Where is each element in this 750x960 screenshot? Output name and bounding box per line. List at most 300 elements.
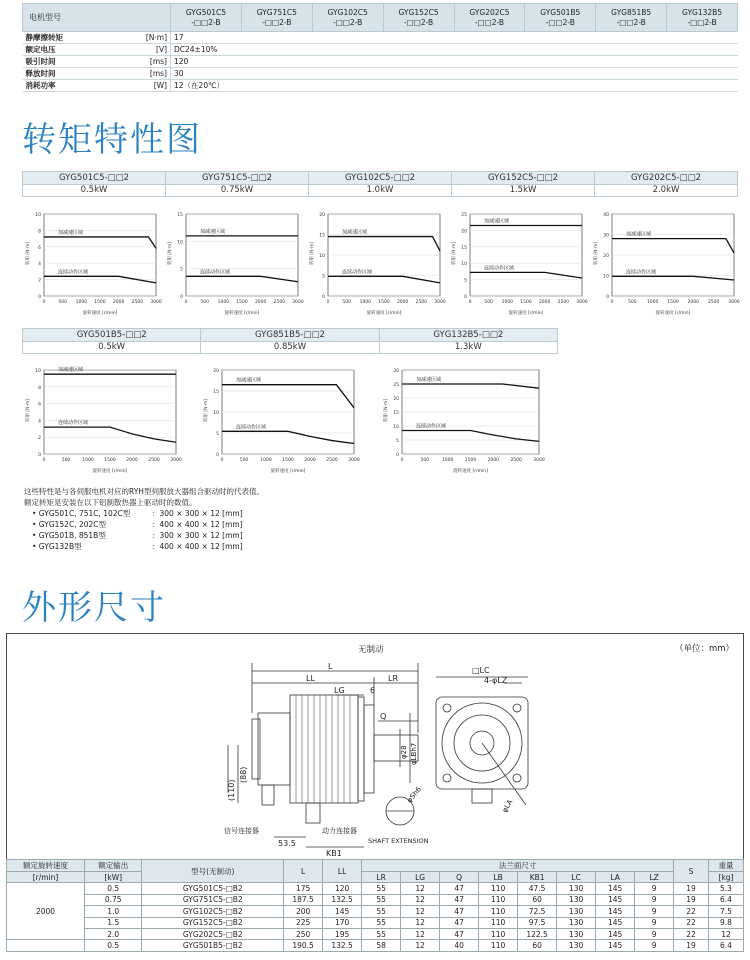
x-axis-label: 旋转速度 [r/min] xyxy=(453,469,488,474)
x-axis-label: 旋转速度 [r/min] xyxy=(366,311,402,316)
torque-chart-501c5 xyxy=(22,208,162,318)
spec-header-row xyxy=(23,4,738,32)
cell-S: 22 xyxy=(674,917,709,928)
cell-w: 5.3 xyxy=(709,883,744,894)
x-tick-label: 0 xyxy=(610,300,614,305)
y-tick-label: 20 xyxy=(393,397,399,402)
y-tick-label: 20 xyxy=(461,229,467,235)
dim-LC: □LC xyxy=(472,666,490,675)
h-LL: LL xyxy=(323,860,362,883)
heatsink-line: • GYG501B, 851B型 ：300 × 300 × 12 [mm] xyxy=(32,531,243,540)
y-tick-label: 15 xyxy=(461,245,467,251)
continuous-region-label: 连续动作区域 xyxy=(236,424,267,431)
x-tick-label: 500 xyxy=(200,300,209,305)
spec-model-label: 电机型号 xyxy=(23,4,171,32)
x-tick-label: 2500 xyxy=(148,458,160,463)
brake-spec-table xyxy=(22,3,738,92)
dim-KB1: KB1 xyxy=(326,849,342,858)
cell-LZ: 9 xyxy=(635,883,674,894)
shaft-extension-label: SHAFT EXTENSION xyxy=(368,837,429,845)
cell-LZ: 9 xyxy=(635,906,674,917)
accel-region-line xyxy=(402,384,539,388)
x-tick-label: 2500 xyxy=(557,300,570,305)
spec-model-cell: GYG501C5 -□□2-B xyxy=(171,4,242,32)
cell-w: 9.8 xyxy=(709,917,744,928)
x-tick-label: 500 xyxy=(61,458,71,463)
cell-LC: 130 xyxy=(557,906,596,917)
torque-model: GYG202C5-□□2 xyxy=(595,172,738,185)
heatsink-line: • GYG152C, 202C型 ：400 × 400 × 12 [mm] xyxy=(32,520,243,529)
cell-Q: 47 xyxy=(440,928,479,939)
y-tick-label: 8 xyxy=(38,385,41,391)
cell-L: 187.5 xyxy=(284,894,323,905)
x-tick-label: 2500 xyxy=(415,300,428,305)
table-row xyxy=(7,940,744,951)
x-tick-label: 1000 xyxy=(359,300,372,305)
y-tick-label: 0 xyxy=(396,453,399,458)
note-line: 额定转矩是安装在以下铝制散热器上驱动时的数值。 xyxy=(24,498,197,507)
dim-53-5: 53.5 xyxy=(278,839,296,848)
cell-Q: 47 xyxy=(440,894,479,905)
y-tick-label: 15 xyxy=(177,213,183,218)
heatsink-line: • GYG132B型 ：400 × 400 × 12 [mm] xyxy=(32,542,243,551)
y-axis-label: 转矩 [N·m] xyxy=(26,241,31,265)
cell-L: 225 xyxy=(284,917,323,928)
cell-LC: 130 xyxy=(557,928,596,939)
torque-power: 0.5kW xyxy=(23,341,201,354)
x-tick-label: 1500 xyxy=(520,300,532,305)
cell-LZ: 9 xyxy=(635,917,674,928)
cell-out: 1.0 xyxy=(85,906,142,917)
torque-power: 0.5kW xyxy=(23,184,166,197)
y-tick-label: 30 xyxy=(393,369,399,374)
signal-connector-label: 信号连接器 xyxy=(224,827,259,835)
cell-KB1: 72.5 xyxy=(518,906,557,917)
continuous-region-line xyxy=(186,276,298,281)
torque-section-title: 转矩特性图 xyxy=(22,120,202,160)
x-tick-label: 1500 xyxy=(667,300,679,305)
cell-LZ: 9 xyxy=(635,894,674,905)
y-axis-label: 转矩 [N·m] xyxy=(310,241,315,265)
cell-LC: 130 xyxy=(557,917,596,928)
flange-front-view xyxy=(436,677,528,805)
cell-out: 1.5 xyxy=(85,917,142,928)
cell-S: 19 xyxy=(674,894,709,905)
x-tick-label: 1500 xyxy=(236,300,248,305)
y-axis-label: 转矩 [N·m] xyxy=(168,241,173,265)
torque-chart-152c5 xyxy=(448,208,588,318)
x-tick-label: 500 xyxy=(239,458,249,463)
dim-LG: LG xyxy=(334,686,345,695)
torque-power: 0.85kW xyxy=(201,341,379,354)
h-L: L xyxy=(284,860,323,883)
y-tick-label: 5 xyxy=(464,278,467,284)
y-tick-label: 25 xyxy=(461,213,467,218)
x-tick-label: 3000 xyxy=(292,300,304,305)
x-tick-label: 3000 xyxy=(170,458,182,463)
heatsink-line: • GYG501C, 751C, 102C型 ：300 × 300 × 12 [mm] xyxy=(32,509,243,518)
accel-region-label: 加减速区域 xyxy=(342,229,368,236)
x-tick-label: 2000 xyxy=(304,458,316,463)
torque-model: GYG102C5-□□2 xyxy=(309,172,452,185)
spec-model-cell: GYG751C5 -□□2-B xyxy=(241,4,312,32)
y-tick-label: 25 xyxy=(393,383,399,388)
accel-region-label: 加减速区域 xyxy=(200,228,226,235)
dim-6: 6 xyxy=(370,686,376,695)
cell-LG: 12 xyxy=(401,928,440,939)
cell-LB: 110 xyxy=(479,928,518,939)
unit-note: （单位：mm） xyxy=(674,644,734,654)
cell-LB: 110 xyxy=(479,917,518,928)
y-tick-label: 10 xyxy=(461,262,467,268)
note-line: 这些特性是与各伺服电机对应的RYH型伺服放大器组合驱动时的代表值。 xyxy=(24,487,264,496)
accel-region-line xyxy=(328,237,440,251)
dim-LL: LL xyxy=(306,674,315,683)
spec-model-cell: GYG501B5 -□□2-B xyxy=(525,4,596,32)
x-tick-label: 1000 xyxy=(217,300,230,305)
cell-LL: 132.5 xyxy=(323,940,362,951)
accel-region-label: 加减速区域 xyxy=(58,229,84,236)
outline-section-title: 外形尺寸 xyxy=(22,588,166,628)
x-tick-label: 2000 xyxy=(687,300,700,305)
y-tick-label: 5 xyxy=(322,274,325,280)
x-tick-label: 0 xyxy=(400,458,404,463)
x-tick-label: 3000 xyxy=(150,300,162,305)
h-speed: 额定旋转速度 xyxy=(7,860,85,872)
cell-LC: 130 xyxy=(557,894,596,905)
continuous-region-label: 连续动作区域 xyxy=(416,423,447,430)
cell-LR: 55 xyxy=(362,906,401,917)
y-tick-label: 0 xyxy=(322,295,325,300)
y-tick-label: 20 xyxy=(603,254,609,259)
dim-LBh7: φLBh7 xyxy=(410,742,418,765)
power-connector-label: 动力连接器 xyxy=(322,827,357,835)
torque-notes xyxy=(24,486,264,552)
y-tick-label: 15 xyxy=(393,411,399,416)
torque-chart-751c5 xyxy=(164,208,304,318)
speed-group-cell: 2000 xyxy=(7,883,85,940)
cell-model: GYG102C5-□B2 xyxy=(142,906,284,917)
cell-LB: 110 xyxy=(479,940,518,951)
spec-row-label: 释放时间 xyxy=(23,68,105,80)
cell-S: 22 xyxy=(674,928,709,939)
signal-connector xyxy=(262,785,274,805)
table-row xyxy=(7,883,744,894)
plot-frame xyxy=(44,214,156,296)
encoder-block xyxy=(258,713,290,785)
x-tick-label: 1000 xyxy=(82,458,94,463)
y-tick-label: 30 xyxy=(603,233,609,239)
cell-LA: 145 xyxy=(596,940,635,951)
y-tick-label: 10 xyxy=(213,411,219,416)
y-tick-label: 10 xyxy=(35,213,41,218)
y-axis-label: 转矩 [N·m] xyxy=(384,398,389,422)
x-tick-label: 1500 xyxy=(94,300,106,305)
x-axis-label: 旋转速度 [r/min] xyxy=(92,469,128,474)
torque-model: GYG501B5-□□2 xyxy=(23,329,201,342)
x-tick-label: 500 xyxy=(58,300,67,305)
cell-KB1: 47.5 xyxy=(518,883,557,894)
continuous-region-line xyxy=(470,272,582,278)
power-connector xyxy=(306,803,320,823)
continuous-region-label: 连续动作区域 xyxy=(58,269,89,276)
y-tick-label: 10 xyxy=(177,240,183,246)
cell-LA: 145 xyxy=(596,917,635,928)
x-tick-label: 3000 xyxy=(728,300,740,305)
y-tick-label: 6 xyxy=(38,245,41,251)
spec-row-unit: [ms] xyxy=(105,56,171,68)
y-tick-label: 15 xyxy=(319,233,325,239)
cell-model: GYG501B5-□B2 xyxy=(142,940,284,951)
x-tick-label: 1500 xyxy=(282,458,294,463)
y-tick-label: 40 xyxy=(603,213,609,218)
cell-LB: 110 xyxy=(479,906,518,917)
x-tick-label: 0 xyxy=(220,458,224,463)
cell-LG: 12 xyxy=(401,940,440,951)
cell-model: GYG202C5-□B2 xyxy=(142,928,284,939)
dim-88: (88) xyxy=(239,766,248,783)
cell-LB: 110 xyxy=(479,883,518,894)
torque-power: 1.5kW xyxy=(452,184,595,197)
cell-LA: 145 xyxy=(596,906,635,917)
spec-row xyxy=(23,32,738,44)
x-tick-label: 1000 xyxy=(260,458,272,463)
h-weight-unit: [kg] xyxy=(709,872,744,883)
cell-KB1: 122.5 xyxy=(518,928,557,939)
dim-LR: LR xyxy=(388,674,399,683)
plot-frame xyxy=(186,214,298,296)
spec-row-value: DC24±10% xyxy=(171,44,738,56)
torque-header-row1 xyxy=(22,171,738,197)
cell-model: GYG501C5-□B2 xyxy=(142,883,284,894)
x-tick-label: 2500 xyxy=(273,300,286,305)
dim-Q: Q xyxy=(380,712,387,721)
cell-LG: 12 xyxy=(401,917,440,928)
cell-LL: 195 xyxy=(323,928,362,939)
cell-LL: 120 xyxy=(323,883,362,894)
y-tick-label: 0 xyxy=(464,295,467,300)
accel-region-line xyxy=(612,239,734,253)
x-tick-label: 3000 xyxy=(533,458,545,463)
spec-row-unit: [W] xyxy=(105,80,171,92)
cell-LA: 145 xyxy=(596,928,635,939)
h-S: S xyxy=(674,860,709,883)
cell-LA: 145 xyxy=(596,894,635,905)
dim-LA: φLA xyxy=(500,798,515,814)
spec-model-cell: GYG202C5 -□□2-B xyxy=(454,4,525,32)
x-tick-label: 2000 xyxy=(112,300,125,305)
cell-LB: 110 xyxy=(479,894,518,905)
x-axis-label: 旋转速度 [r/min] xyxy=(270,469,306,474)
continuous-region-line xyxy=(612,276,734,280)
spec-model-cell: GYG851B5 -□□2-B xyxy=(596,4,667,32)
x-tick-label: 1500 xyxy=(464,458,477,463)
cell-KB1: 97.5 xyxy=(518,917,557,928)
plot-frame xyxy=(470,214,582,296)
cell-Q: 47 xyxy=(440,906,479,917)
cell-out: 0.75 xyxy=(85,894,142,905)
y-axis-label: 转矩 [N·m] xyxy=(204,398,209,422)
torque-model: GYG751C5-□□2 xyxy=(166,172,309,185)
table-row xyxy=(7,917,744,928)
cell-out: 0.5 xyxy=(85,940,142,951)
cell-LG: 12 xyxy=(401,894,440,905)
y-tick-label: 0 xyxy=(38,453,41,458)
cell-LG: 12 xyxy=(401,906,440,917)
y-tick-label: 4 xyxy=(38,262,41,268)
spec-row xyxy=(23,56,738,68)
cell-Q: 47 xyxy=(440,917,479,928)
dim-S: φSh6 xyxy=(405,785,424,805)
cell-LC: 130 xyxy=(557,940,596,951)
motor-flange xyxy=(364,705,374,793)
cell-L: 250 xyxy=(284,928,323,939)
y-tick-label: 5 xyxy=(396,439,399,444)
continuous-region-line xyxy=(328,276,440,283)
cell-LZ: 9 xyxy=(635,940,674,951)
spec-row-label: 静摩擦转矩 xyxy=(23,32,105,44)
h-flange: 法兰面尺寸 xyxy=(362,860,674,872)
y-tick-label: 20 xyxy=(319,213,325,218)
y-tick-label: 20 xyxy=(213,369,219,374)
cell-out: 0.5 xyxy=(85,883,142,894)
x-tick-label: 2500 xyxy=(326,458,338,463)
spec-row-value: 17 xyxy=(171,32,738,44)
x-axis-label: 旋转速度 [r/min] xyxy=(655,311,691,316)
spec-row-unit: [ms] xyxy=(105,68,171,80)
cell-LZ: 9 xyxy=(635,928,674,939)
dim-28: φ28 xyxy=(400,745,408,759)
cell-w: 6.4 xyxy=(709,894,744,905)
continuous-region-label: 连续动作区域 xyxy=(484,265,515,272)
x-axis-label: 旋转速度 [r/min] xyxy=(508,311,544,316)
y-tick-label: 0 xyxy=(38,295,41,300)
y-axis-label: 转矩 [N·m] xyxy=(26,398,31,422)
cell-Q: 40 xyxy=(440,940,479,951)
y-axis-label: 转矩 [N·m] xyxy=(452,241,457,265)
x-tick-label: 0 xyxy=(468,300,472,305)
spec-row xyxy=(23,68,738,80)
cell-LR: 55 xyxy=(362,928,401,939)
x-tick-label: 2000 xyxy=(126,458,138,463)
cell-S: 19 xyxy=(674,940,709,951)
cell-model: GYG751C5-□B2 xyxy=(142,894,284,905)
spec-row-value: 12（在20℃） xyxy=(171,80,738,92)
accel-region-label: 加减速区域 xyxy=(416,377,442,383)
cell-KB1: 60 xyxy=(518,940,557,951)
x-tick-label: 0 xyxy=(184,300,188,305)
cell-L: 200 xyxy=(284,906,323,917)
x-tick-label: 3000 xyxy=(348,458,360,463)
x-tick-label: 3000 xyxy=(434,300,446,305)
cell-LL: 132.5 xyxy=(323,894,362,905)
cell-LL: 170 xyxy=(323,917,362,928)
accel-region-label: 加减速区域 xyxy=(236,377,262,384)
x-tick-label: 0 xyxy=(326,300,330,305)
y-tick-label: 8 xyxy=(38,229,41,235)
spec-row-label: 吸引时间 xyxy=(23,56,105,68)
h-model: 型号(无制动) xyxy=(142,860,284,883)
x-tick-label: 2000 xyxy=(538,300,551,305)
cell-LG: 12 xyxy=(401,883,440,894)
x-tick-label: 500 xyxy=(420,458,430,463)
cell-S: 19 xyxy=(674,883,709,894)
cell-LC: 130 xyxy=(557,883,596,894)
plot-frame xyxy=(44,370,176,454)
x-tick-label: 1000 xyxy=(75,300,88,305)
dims-header-row xyxy=(7,860,744,872)
spec-row-unit: [N·m] xyxy=(105,32,171,44)
cell-Q: 47 xyxy=(440,883,479,894)
x-tick-label: 500 xyxy=(484,300,493,305)
y-tick-label: 10 xyxy=(603,274,609,280)
torque-model: GYG501C5-□□2 xyxy=(23,172,166,185)
x-tick-label: 2000 xyxy=(254,300,267,305)
dim-L: L xyxy=(328,662,333,671)
dim-LZ: 4-φLZ xyxy=(484,676,508,685)
x-tick-label: 2000 xyxy=(487,458,500,463)
accel-region-line xyxy=(222,385,354,408)
dims-subheader-row: [r/min] [kW] LR LG Q LB KB1 LC LA LZ [kg] xyxy=(7,872,744,883)
cell-LA: 145 xyxy=(596,883,635,894)
continuous-region-label: 连续动作区域 xyxy=(626,269,657,276)
x-tick-label: 0 xyxy=(42,300,46,305)
table-row xyxy=(7,894,744,905)
cell-LR: 55 xyxy=(362,917,401,928)
motor-body xyxy=(290,695,358,803)
spec-model-cell: GYG152C5 -□□2-B xyxy=(383,4,454,32)
torque-power: 1.3kW xyxy=(379,341,557,354)
torque-power: 0.75kW xyxy=(166,184,309,197)
cooling-fins xyxy=(296,695,350,803)
cell-LR: 58 xyxy=(362,940,401,951)
y-tick-label: 10 xyxy=(35,369,41,374)
dim-110: (110) xyxy=(227,779,236,801)
spec-model-cell: GYG102C5 -□□2-B xyxy=(312,4,383,32)
y-tick-label: 4 xyxy=(38,419,41,425)
y-tick-label: 5 xyxy=(216,432,219,437)
torque-power: 1.0kW xyxy=(309,184,452,197)
speed-group-cell xyxy=(7,940,85,951)
spec-row-label: 消耗功率 xyxy=(23,80,105,92)
x-tick-label: 500 xyxy=(342,300,351,305)
torque-chart-102c5 xyxy=(306,208,446,318)
motor-outline-drawing xyxy=(6,633,744,859)
cell-w: 12 xyxy=(709,928,744,939)
torque-chart-132b5 xyxy=(380,364,545,476)
cell-out: 2.0 xyxy=(85,928,142,939)
torque-chart-202c5 xyxy=(590,208,740,318)
x-tick-label: 1000 xyxy=(441,458,454,463)
drawing-title: 无制动 xyxy=(358,645,384,655)
torque-model: GYG132B5-□□2 xyxy=(379,329,557,342)
x-tick-label: 2500 xyxy=(131,300,144,305)
y-tick-label: 0 xyxy=(216,453,219,458)
y-tick-label: 0 xyxy=(606,295,609,300)
spec-row-unit: [V] xyxy=(105,44,171,56)
cell-S: 22 xyxy=(674,906,709,917)
x-tick-label: 2500 xyxy=(707,300,720,305)
accel-region-label: 加减速区域 xyxy=(484,218,510,225)
y-tick-label: 10 xyxy=(319,254,325,259)
cell-w: 7.5 xyxy=(709,906,744,917)
torque-header-row2 xyxy=(22,328,558,354)
spec-row-value: 120 xyxy=(171,56,738,68)
cell-w: 6.4 xyxy=(709,940,744,951)
table-row xyxy=(7,906,744,917)
spec-row xyxy=(23,44,738,56)
spec-row-label: 额定电压 xyxy=(23,44,105,56)
